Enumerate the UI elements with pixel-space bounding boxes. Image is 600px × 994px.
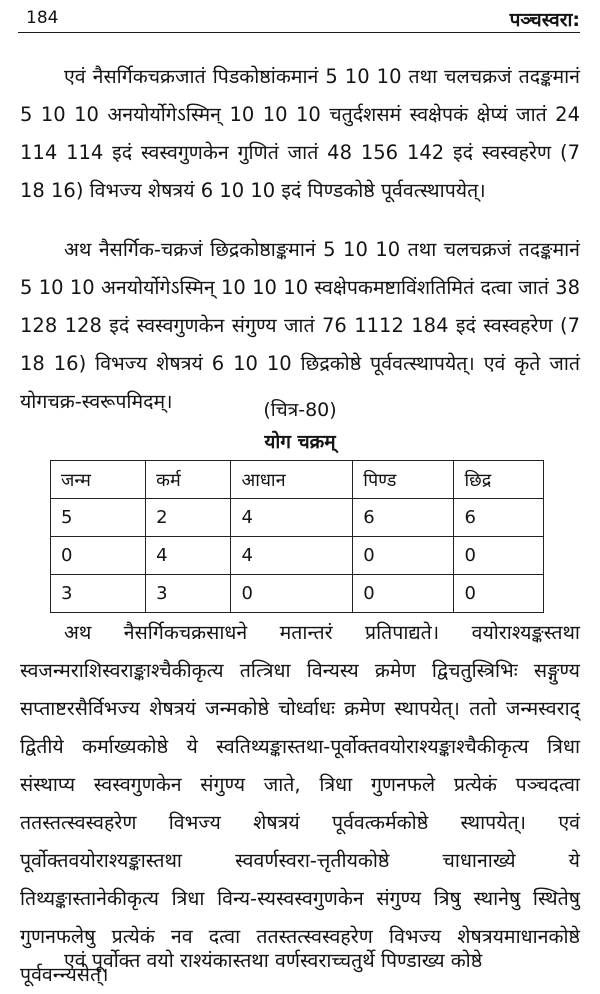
table-cell: 3 [146,575,231,613]
table-title: योग चक्रम् [264,431,336,453]
table-cell: 4 [231,537,353,575]
column-header: पिण्ड [353,461,454,499]
column-header: आधान [231,461,353,499]
table-cell: 0 [353,537,454,575]
table-cell: 0 [454,575,544,613]
yoga-chakra-table [50,460,544,613]
table-header-row [51,461,544,499]
paragraph-3: अथ नैसर्गिकचक्रसाधने मतान्तरं प्रतिपाद्यते। वयोराश्यङ्कस्तथा स्वजन्मराशिस्वराङ्काश्चैकीकृत्य तत्त्रिधा विन्यस्य क्रमेण द्विचतुस्त्रिभिः सङ्गुण्य सप्ताष्टरसैर्विभज्य शेषत्रयं जन्मकोष्ठे चोर्ध्वाधः क्रमेण स्थापयेत्। ततो जन्मस्वराद् द्वितीये कर्माख्यकोष्ठे ये स्वतिथ्यङ्कास्तथा-पूर्वोक्तवयोराश्यङ्काश्चैकीकृत्य त्रिधा संस्थाप्य स्वस्वगुणकेन संगुण्य जाते, त्रिधा गुणनफले प्रत्येकं पञ्चदत्वा ततस्तत्स्वस्वहरेण विभज्य शेषत्रयं पूर्ववत्कर्मकोष्ठे स्थापयेत्। एवं पूर्वोक्तवयोराश्यङ्कास्तथा स्ववर्णस्वरा-त्तृतीयकोष्ठे चाधानाख्ये ये तिथ्यङ्कास्तानेकीकृत्य त्रिधा विन्य-स्यस्वस्वगुणकेन संगुण्य त्रिषु स्थानेषु स्थितेषु गुणनफलेषु प्रत्येकं नव दत्वा ततस्तत्स्वस्वहरेण विभज्य शेषत्रयमाधानकोष्ठे पूर्ववन्न्यसेत्। [20,621,580,986]
table-cell: 6 [454,499,544,537]
paragraph-1: एवं नैसर्गिकचक्रजातं पिडकोष्ठांकमानं 5 10 10 तथा चलचक्रजं तदङ्कमानं 5 10 10 अनयोर्योगेऽस्मिन् 10 10 10 चतुर्दशसमं स्वक्षेपकं क्षेप्यं जातं 24 114 114 इदं स्वस्वगुणकेन गुणितं जातं 48 156 142 इदं स्वस्वहरेण (7 18 16) विभज्य शेषत्रयं 6 10 10 इदं पिण्डकोष्ठे पूर्ववत्स्थापयेत्। [20,65,580,202]
column-header: छिद्र [454,461,544,499]
table-row [51,575,544,613]
table-row [51,537,544,575]
paragraph-2: अथ नैसर्गिक-चक्रजं छिद्रकोष्ठाङ्कमानं 5 10 10 तथा चलचक्रजं तदङ्कमानं 5 10 10 अनयोर्योगेऽस्मिन् 10 10 10 स्वक्षेपकमष्टाविंशतिमितं दत्वा जातं 38 128 128 इदं स्वस्वगुणकेन संगुण्य जातं 76 1112 184 इदं स्वस्वहरेण (7 18 16) विभज्य शेषत्रयं 6 10 10 छिद्रकोष्ठे पूर्ववत्स्थापयेत्। एवं कृते जातं योगचक्र-स्वरूपमिदम्। [20,238,580,413]
table-cell: 0 [51,537,146,575]
page-number: 184 [26,8,59,28]
table-cell: 2 [146,499,231,537]
table-cell: 5 [51,499,146,537]
table-cell: 3 [51,575,146,613]
page-header [18,6,580,33]
table-cell: 4 [146,537,231,575]
table-cell: 0 [353,575,454,613]
paragraph-4: एवं पूर्वोक्त वयो राश्यंकास्तथा वर्णस्वराच्चतुर्थे पिण्डाख्य कोष्ठे [64,949,483,972]
table-cell: 4 [231,499,353,537]
table-cell: 0 [231,575,353,613]
column-header: कर्म [146,461,231,499]
column-header: जन्म [51,461,146,499]
figure-caption: (चित्र-80) [263,399,337,421]
table-cell: 6 [353,499,454,537]
table-row [51,499,544,537]
running-title: पञ्चस्वरा: [509,9,580,31]
table-cell: 0 [454,537,544,575]
